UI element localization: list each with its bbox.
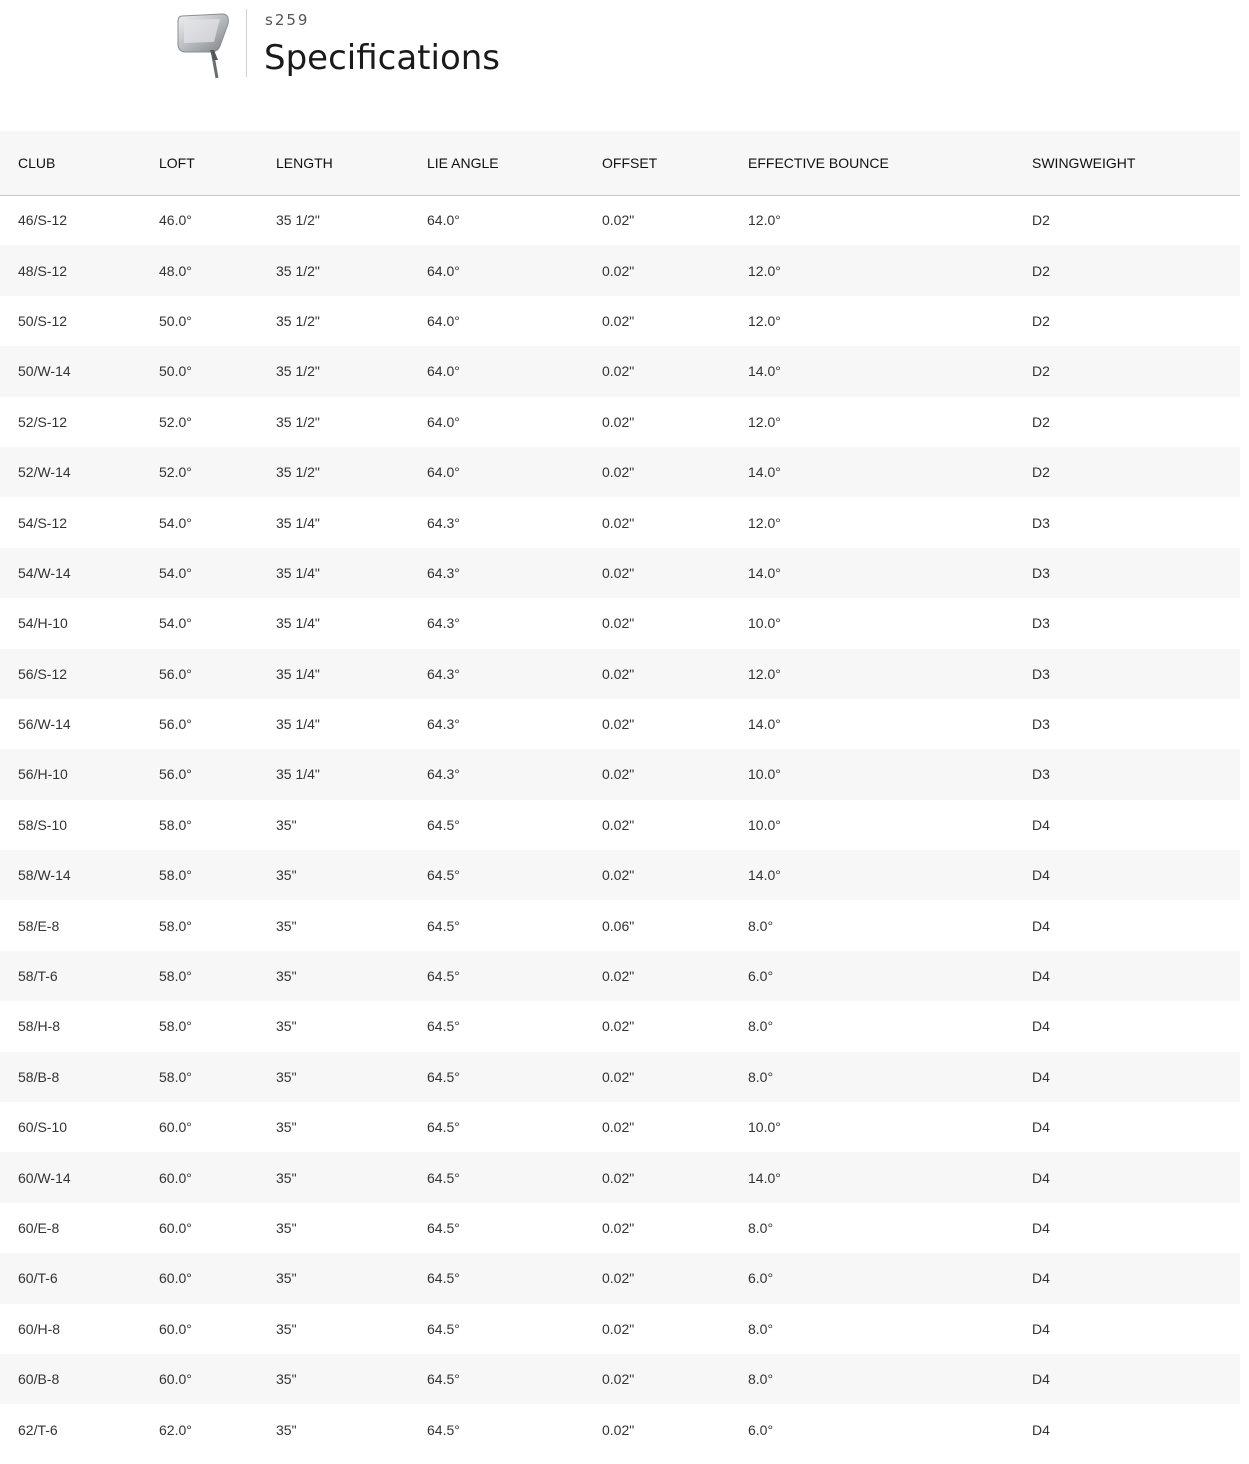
effective-bounce-cell: 12.0° [748,262,781,279]
length-cell: 35 1/2" [276,363,320,380]
loft-cell: 58.0° [159,867,192,884]
length-cell: 35" [276,867,297,884]
loft-cell: 56.0° [159,716,192,733]
table-row [0,548,1240,598]
club-cell: 60/E-8 [18,1220,60,1236]
table-row [0,245,1240,295]
swingweight-cell: D3 [1032,766,1050,783]
header-row [0,131,1240,195]
table-row [0,850,1240,900]
lie-angle-cell: 64.0° [427,262,460,279]
offset-cell: 0.02" [602,766,635,783]
table-row [0,1203,1240,1253]
loft-cell: 54.0° [159,514,192,531]
lie-angle-cell: 64.5° [427,968,460,985]
column-header-loft: LOFT [159,154,195,171]
lie-angle-cell: 64.5° [427,1018,460,1035]
table-row [0,447,1240,497]
loft-cell: 60.0° [159,1220,192,1236]
lie-angle-cell: 64.3° [427,564,460,581]
offset-cell: 0.02" [602,1068,635,1085]
table-header [0,131,1240,195]
loft-cell: 46.0° [159,212,192,229]
table-row [0,1102,1240,1152]
offset-cell: 0.02" [602,464,635,481]
lie-angle-cell: 64.0° [427,212,460,229]
table-row [0,1253,1240,1303]
offset-cell: 0.02" [602,1320,635,1337]
effective-bounce-cell: 14.0° [748,564,781,581]
column-header-swingweight: SWINGWEIGHT [1032,154,1136,171]
swingweight-cell: D4 [1032,1270,1050,1287]
offset-cell: 0.02" [602,867,635,884]
club-cell: 56/W-14 [18,716,71,733]
effective-bounce-cell: 12.0° [748,312,781,329]
loft-cell: 50.0° [159,312,192,329]
table-row [0,800,1240,850]
lie-angle-cell: 64.3° [427,514,460,531]
lie-angle-cell: 64.5° [427,816,460,833]
length-cell: 35" [276,1169,297,1186]
effective-bounce-cell: 12.0° [748,212,781,229]
offset-cell: 0.06" [602,917,635,934]
offset-cell: 0.02" [602,413,635,430]
club-cell: 56/S-12 [18,665,68,682]
lie-angle-cell: 64.5° [427,1421,460,1438]
club-cell: 54/W-14 [18,564,71,581]
club-cell: 54/S-12 [18,514,68,531]
effective-bounce-cell: 10.0° [748,816,781,833]
length-cell: 35 1/2" [276,413,320,430]
table-row [0,1354,1240,1404]
swingweight-cell: D3 [1032,665,1050,682]
offset-cell: 0.02" [602,1220,635,1236]
lie-angle-cell: 64.5° [427,867,460,884]
loft-cell: 52.0° [159,464,192,481]
effective-bounce-cell: 8.0° [748,1220,774,1236]
loft-cell: 58.0° [159,917,192,934]
length-cell: 35 1/4" [276,564,320,581]
lie-angle-cell: 64.0° [427,464,460,481]
offset-cell: 0.02" [602,262,635,279]
loft-cell: 56.0° [159,766,192,783]
table-row [0,699,1240,749]
effective-bounce-cell: 12.0° [748,665,781,682]
lie-angle-cell: 64.3° [427,615,460,632]
column-header-length: LENGTH [276,154,333,171]
swingweight-cell: D4 [1032,1068,1050,1085]
swingweight-cell: D4 [1032,867,1050,884]
length-cell: 35" [276,1270,297,1287]
table-row [0,1052,1240,1102]
club-cell: 50/S-12 [18,312,68,329]
length-cell: 35 1/2" [276,212,320,229]
column-header-club: CLUB [18,154,56,171]
offset-cell: 0.02" [602,212,635,229]
swingweight-cell: D3 [1032,514,1050,531]
table-row [0,1152,1240,1202]
lie-angle-cell: 64.0° [427,413,460,430]
table-row [0,397,1240,447]
offset-cell: 0.02" [602,1018,635,1035]
swingweight-cell: D2 [1032,413,1050,430]
swingweight-cell: D2 [1032,464,1050,481]
swingweight-cell: D3 [1032,564,1050,581]
offset-cell: 0.02" [602,1270,635,1287]
lie-angle-cell: 64.3° [427,766,460,783]
loft-cell: 60.0° [159,1371,192,1388]
club-cell: 58/W-14 [18,867,71,884]
club-cell: 52/W-14 [18,464,71,481]
length-cell: 35 1/4" [276,766,320,783]
club-cell: 48/S-12 [18,262,68,279]
lie-angle-cell: 64.5° [427,1270,460,1287]
loft-cell: 58.0° [159,968,192,985]
club-cell: 58/T-6 [18,968,58,985]
effective-bounce-cell: 10.0° [748,1119,781,1136]
club-cell: 56/H-10 [18,766,68,783]
lie-angle-cell: 64.5° [427,1371,460,1388]
effective-bounce-cell: 14.0° [748,1169,781,1186]
offset-cell: 0.02" [602,816,635,833]
loft-cell: 48.0° [159,262,192,279]
swingweight-cell: D2 [1032,262,1050,279]
length-cell: 35" [276,1421,297,1438]
offset-cell: 0.02" [602,1119,635,1136]
length-cell: 35 1/2" [276,262,320,279]
swingweight-cell: D3 [1032,615,1050,632]
club-cell: 60/H-8 [18,1320,61,1337]
swingweight-cell: D4 [1032,917,1050,934]
table-row [0,346,1240,396]
lie-angle-cell: 64.3° [427,716,460,733]
specifications-table [0,131,1240,1455]
club-cell: 54/H-10 [18,615,68,632]
club-cell: 60/B-8 [18,1371,60,1388]
length-cell: 35" [276,1018,297,1035]
effective-bounce-cell: 8.0° [748,1371,774,1388]
club-cell: 58/B-8 [18,1068,60,1085]
table-body [0,195,1240,1455]
length-cell: 35" [276,1068,297,1085]
offset-cell: 0.02" [602,1371,635,1388]
length-cell: 35" [276,816,297,833]
table-row [0,195,1240,245]
club-cell: 60/W-14 [18,1169,71,1186]
swingweight-cell: D4 [1032,1220,1050,1236]
effective-bounce-cell: 10.0° [748,615,781,632]
swingweight-cell: D4 [1032,816,1050,833]
lie-angle-cell: 64.5° [427,1119,460,1136]
offset-cell: 0.02" [602,1421,635,1438]
effective-bounce-cell: 14.0° [748,363,781,380]
length-cell: 35 1/4" [276,514,320,531]
table-row [0,296,1240,346]
swingweight-cell: D4 [1032,1320,1050,1337]
length-cell: 35" [276,1320,297,1337]
effective-bounce-cell: 8.0° [748,1018,774,1035]
club-cell: 50/W-14 [18,363,71,380]
swingweight-cell: D4 [1032,1421,1050,1438]
effective-bounce-cell: 6.0° [748,1270,774,1287]
swingweight-cell: D2 [1032,363,1050,380]
page-header [0,0,1249,100]
loft-cell: 58.0° [159,1018,192,1035]
lie-angle-cell: 64.5° [427,1068,460,1085]
club-cell: 52/S-12 [18,413,68,430]
offset-cell: 0.02" [602,564,635,581]
lie-angle-cell: 64.5° [427,1169,460,1186]
column-header-offset: OFFSET [602,154,658,171]
lie-angle-cell: 64.5° [427,1220,460,1236]
swingweight-cell: D4 [1032,1169,1050,1186]
effective-bounce-cell: 14.0° [748,867,781,884]
swingweight-cell: D2 [1032,212,1050,229]
club-cell: 58/H-8 [18,1018,61,1035]
offset-cell: 0.02" [602,1169,635,1186]
effective-bounce-cell: 10.0° [748,766,781,783]
loft-cell: 58.0° [159,1068,192,1085]
offset-cell: 0.02" [602,968,635,985]
model-name: s259 [265,11,310,29]
swingweight-cell: D4 [1032,1371,1050,1388]
length-cell: 35" [276,1371,297,1388]
effective-bounce-cell: 12.0° [748,514,781,531]
swingweight-cell: D4 [1032,968,1050,985]
loft-cell: 60.0° [159,1320,192,1337]
lie-angle-cell: 64.5° [427,917,460,934]
lie-angle-cell: 64.3° [427,665,460,682]
loft-cell: 62.0° [159,1421,192,1438]
table-row [0,1304,1240,1354]
club-cell: 46/S-12 [18,212,68,229]
loft-cell: 60.0° [159,1119,192,1136]
loft-cell: 52.0° [159,413,192,430]
table-row [0,951,1240,1001]
loft-cell: 54.0° [159,615,192,632]
club-cell: 62/T-6 [18,1421,58,1438]
offset-cell: 0.02" [602,312,635,329]
table-row [0,649,1240,699]
table-row [0,749,1240,799]
length-cell: 35 1/4" [276,615,320,632]
swingweight-cell: D4 [1032,1018,1050,1035]
loft-cell: 54.0° [159,564,192,581]
length-cell: 35 1/2" [276,464,320,481]
offset-cell: 0.02" [602,615,635,632]
table-row [0,900,1240,950]
loft-cell: 60.0° [159,1169,192,1186]
column-header-effective-bounce: EFFECTIVE BOUNCE [748,154,889,171]
effective-bounce-cell: 12.0° [748,413,781,430]
length-cell: 35" [276,968,297,985]
table-row [0,1001,1240,1051]
table-row [0,1404,1240,1454]
length-cell: 35 1/2" [276,312,320,329]
loft-cell: 60.0° [159,1270,192,1287]
effective-bounce-cell: 8.0° [748,1068,774,1085]
lie-angle-cell: 64.0° [427,312,460,329]
header-divider [246,9,247,77]
club-cell: 60/T-6 [18,1270,58,1287]
effective-bounce-cell: 14.0° [748,716,781,733]
lie-angle-cell: 64.0° [427,363,460,380]
length-cell: 35 1/4" [276,665,320,682]
lie-angle-cell: 64.5° [427,1320,460,1337]
offset-cell: 0.02" [602,665,635,682]
club-cell: 58/E-8 [18,917,60,934]
length-cell: 35" [276,917,297,934]
effective-bounce-cell: 14.0° [748,464,781,481]
loft-cell: 50.0° [159,363,192,380]
length-cell: 35" [276,1220,297,1236]
table-row [0,598,1240,648]
loft-cell: 58.0° [159,816,192,833]
length-cell: 35 1/4" [276,716,320,733]
offset-cell: 0.02" [602,363,635,380]
swingweight-cell: D4 [1032,1119,1050,1136]
page-title: Specifications [264,38,501,78]
effective-bounce-cell: 8.0° [748,917,774,934]
length-cell: 35" [276,1119,297,1136]
effective-bounce-cell: 6.0° [748,1421,774,1438]
loft-cell: 56.0° [159,665,192,682]
column-header-lie-angle: LIE ANGLE [427,154,499,171]
club-cell: 58/S-10 [18,816,68,833]
club-cell: 60/S-10 [18,1119,68,1136]
effective-bounce-cell: 6.0° [748,968,774,985]
offset-cell: 0.02" [602,514,635,531]
swingweight-cell: D2 [1032,312,1050,329]
swingweight-cell: D3 [1032,716,1050,733]
effective-bounce-cell: 8.0° [748,1320,774,1337]
offset-cell: 0.02" [602,716,635,733]
wedge-club-icon [172,10,236,80]
table-row [0,497,1240,547]
